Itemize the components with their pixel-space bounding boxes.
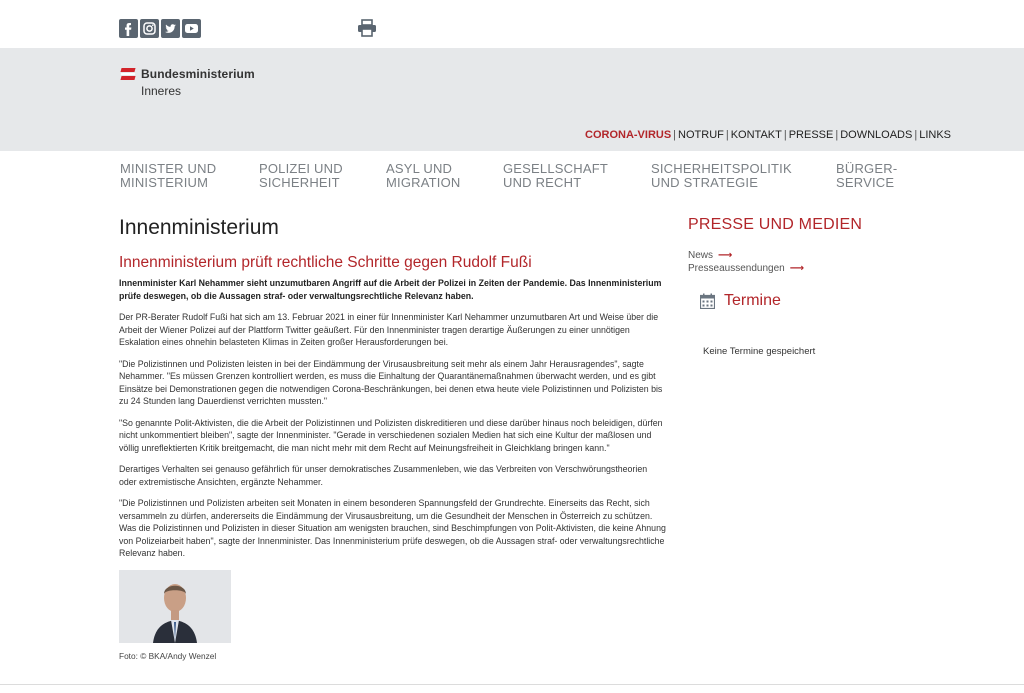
main-navigation [0, 151, 1024, 201]
no-termine-message: Keine Termine gespeichert [703, 346, 816, 357]
quicklink-presse[interactable]: PRESSE [788, 129, 834, 141]
sidebar-title: PRESSE UND MEDIEN [688, 216, 863, 233]
sidebar-links [688, 249, 958, 275]
nav-polizei-und-sicherheit[interactable]: POLIZEI UND SICHERHEIT [259, 161, 343, 190]
article-photo[interactable] [119, 570, 231, 643]
nav-buergerservice[interactable]: BÜRGER- SERVICE [836, 161, 898, 190]
article-title: Innenministerium prüft rechtliche Schritte gegen Rudolf Fußi [119, 254, 532, 271]
quicklink-kontakt[interactable]: KONTAKT [730, 129, 782, 141]
arrow-right-icon: ⟶ [718, 250, 733, 261]
page-title: Innenministerium [119, 216, 279, 239]
sidebar [688, 216, 958, 357]
article-paragraph: Der PR-Berater Rudolf Fußi hat sich am 13. Februar 2021 in einer für Innenminister Karl Nehammer unzumutbaren Art und Weise über die Arbeit der Wiener Polizei auf der Plattform Twitter geäußert. Für den Innenminister tragen derartige Äußerungen zu einer unnötigen Eskalation eines ohnehin belasteten Klimas in Zeiten großer Herausforderungen bei. [119, 312, 659, 347]
instagram-icon[interactable] [140, 19, 159, 38]
calendar-icon [700, 293, 715, 309]
sidebar-link-label: Presseaussendungen [688, 263, 785, 274]
quicklink-notruf[interactable]: NOTRUF [678, 129, 724, 141]
quicklink-downloads[interactable]: DOWNLOADS [840, 129, 913, 141]
article [119, 216, 667, 661]
nav-minister-und-ministerium[interactable]: MINISTER UND MINISTERIUM [120, 161, 217, 190]
quicklink-links[interactable]: LINKS [919, 129, 951, 141]
termine-heading [700, 292, 958, 310]
divider [0, 684, 1024, 685]
article-lead: Innenminister Karl Nehammer sieht unzumutbaren Angriff auf die Arbeit der Polizei in Zeiten der Pandemie. Das Innenministerium prüfe deswegen, ob die Aussagen straf- oder verwaltungsrechtliche Relevanz haben. [119, 278, 662, 301]
sidebar-link-presseaussendungen[interactable] [688, 262, 958, 275]
nav-asyl-und-migration[interactable]: ASYL UND MIGRATION [386, 161, 461, 190]
article-paragraph: Derartiges Verhalten sei genauso gefährlich für unser demokratisches Zusammenleben, wie das Verbreiten von Verschwörungstheorien oder extremistische Ansichten, ergänzte Nehammer. [119, 464, 648, 487]
article-paragraph: "So genannte Polit-Aktivisten, die die Arbeit der Polizistinnen und Polizisten diskreditieren und diese darüber hinaus noch beleidigen, dürfen nicht unkommentiert bleiben", sagte der Innenminister. "Gerade in verschiedenen sozialen Medien hat sich eine Kultur der maßlosen und völlig unreflektierten Kritik breitgemacht, die man nicht mehr mit dem Recht auf Meinungsfreiheit in Gleichklang bringen kann." [119, 417, 663, 453]
social-links [119, 19, 201, 38]
header [0, 48, 1024, 151]
nav-gesellschaft-und-recht[interactable]: GESELLSCHAFT UND RECHT [503, 161, 608, 190]
facebook-icon[interactable] [119, 19, 138, 38]
printer-icon[interactable] [357, 19, 377, 37]
youtube-icon[interactable] [182, 19, 201, 38]
logo-line-2: Inneres [141, 84, 182, 98]
top-bar [0, 0, 1024, 48]
portrait-image [119, 570, 231, 643]
photo-caption: Foto: © BKA/Andy Wenzel [119, 650, 217, 661]
austria-flag-icon [121, 68, 135, 81]
sidebar-link-label: News [688, 250, 714, 261]
article-paragraph: "Die Polizistinnen und Polizisten leisten in bei der Eindämmung der Virusausbreitung seit mehr als einem Jahr Herausragendes", sagte Nehammer. "Es müssen Grenzen kontrolliert werden, es muss die Einhaltung der Quarantänemaßnahmen überwacht werden, und es gibt Einsätze bei Demonstrationen gegen die notwendigen Corona-Beschränkungen, bei denen etwa heute viele Polizistinnen und Polizisten bis zu 24 Stunden lang Dauerdienst verrichten mussten." [119, 358, 663, 406]
article-paragraph: "Die Polizistinnen und Polizisten arbeiten seit Monaten in einem besonderen Spannungsfeld der Grundrechte. Einerseits das Recht, sich versammeln zu dürfen, andererseits die Eindämmung der Virusausbreitung, um die Gesundheit der Menschen in Österreich zu schützen. Was die Polizistinnen und Polizisten in dieser Situation am wenigsten brauchen, sind Beschimpfungen von Polit-Aktivisten, die keine Ahnung von Polizeiarbeit haben", sagte der Innenminister. Das Innenministerium prüfe deswegen, ob die Aussagen straf- oder verwaltungsrechtliche Relevanz haben. [119, 498, 666, 558]
quick-links: CORONA-VIRUS | NOTRUF | KONTAKT | PRESSE | DOWNLOADS | LINKS [585, 129, 951, 141]
twitter-icon[interactable] [161, 19, 180, 38]
logo-line-1: Bundesministerium [141, 67, 255, 81]
quicklink-corona-virus[interactable]: CORONA-VIRUS [585, 129, 672, 141]
nav-sicherheitspolitik-und-strategie[interactable]: SICHERHEITSPOLITIK UND STRATEGIE [651, 161, 792, 190]
sidebar-link-news[interactable] [688, 249, 958, 262]
termine-title: Termine [724, 292, 781, 309]
arrow-right-icon: ⟶ [789, 263, 805, 274]
